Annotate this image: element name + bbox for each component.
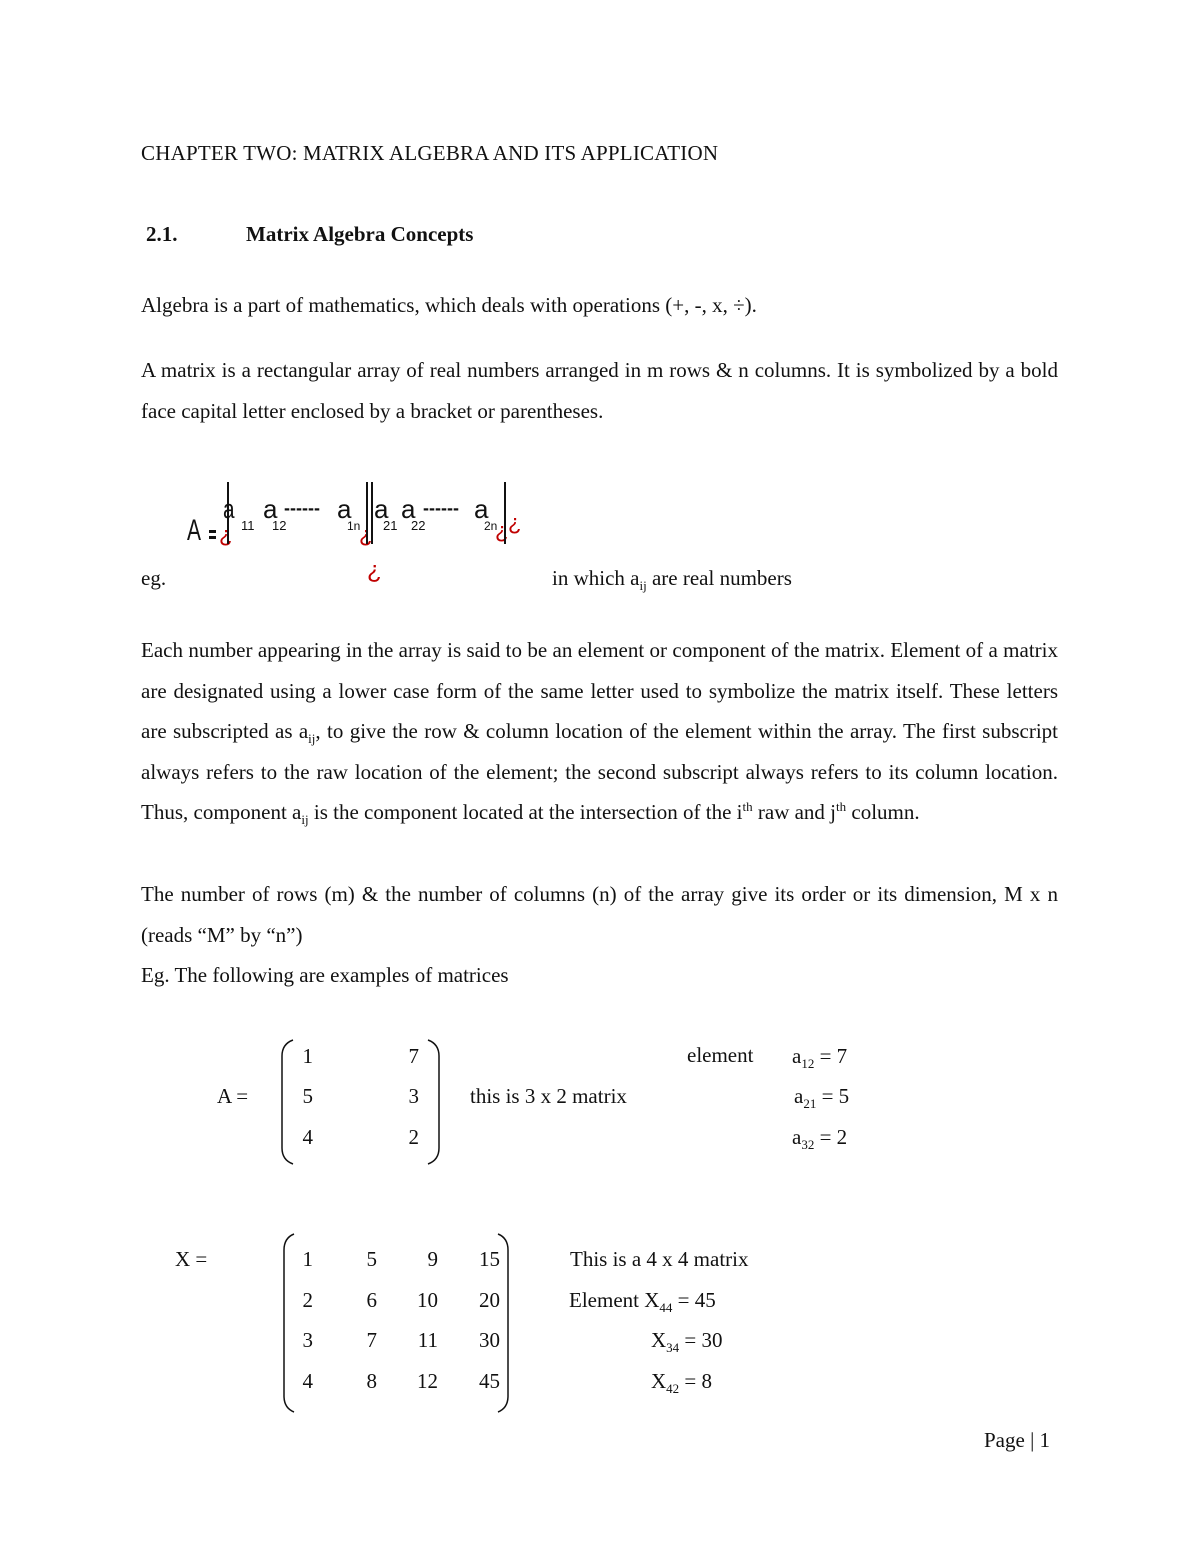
matrix-x-cell: 3: [302, 1328, 313, 1352]
matrix-a-cell: 2: [408, 1125, 419, 1149]
matrix-x-cell: 8: [366, 1369, 377, 1393]
matrix-a-cell: 3: [408, 1084, 419, 1108]
svg-text:¿: ¿: [495, 518, 509, 543]
matrix-x-element: Element $X_{44} = 45$: [569, 1288, 716, 1316]
svg-text:------: ------: [423, 498, 459, 518]
matrix-x-cell: 6: [366, 1288, 377, 1312]
matrix-x-cell: 30: [479, 1328, 500, 1352]
matrix-x-cell: 1: [302, 1247, 313, 1271]
section-title: Matrix Algebra Concepts: [246, 222, 474, 246]
matrix-x-cell: 7: [366, 1328, 377, 1352]
matrix-a-cell: 4: [302, 1125, 313, 1149]
eg-label: eg.: [141, 566, 167, 590]
svg-text:1n: 1n: [347, 519, 361, 533]
paragraph-matrix-definition: A matrix is a rectangular array of real numbers arranged in m rows & n columns. It is symbolized by a bold face capital letter enclosed by a bracket or parentheses.: [141, 358, 1058, 423]
svg-text:a: a: [374, 494, 389, 524]
matrix-a-cell: 5: [302, 1084, 313, 1108]
matrix-x-description: This is a 4 x 4 matrix: [570, 1247, 749, 1271]
matrix-x-cell: 20: [479, 1288, 500, 1312]
matrix-x-cell: 15: [479, 1247, 500, 1271]
paragraph-order: The number of rows (m) & the number of columns (n) of the array give its order or its dimension, M x n (reads “M” by “n”): [141, 882, 1058, 947]
formula-drawing: [187, 478, 532, 588]
svg-text:a: a: [263, 494, 278, 524]
paragraph-algebra: Algebra is a part of mathematics, which deals with operations (+, -, x, ÷).: [141, 293, 757, 317]
svg-text:11: 11: [241, 518, 255, 533]
svg-text:12: 12: [272, 518, 287, 533]
matrix-a-element: $a_{12} = 7$: [792, 1044, 848, 1072]
svg-text:a: a: [337, 494, 352, 524]
svg-text:a: a: [401, 494, 416, 524]
svg-text:a: a: [474, 494, 489, 524]
matrix-x-cell: 2: [302, 1288, 313, 1312]
page-number: Page | 1: [984, 1428, 1051, 1452]
svg-text:¿: ¿: [508, 510, 522, 535]
matrix-a-element-label: element: [687, 1043, 754, 1067]
matrix-x-cell: 9: [427, 1247, 438, 1271]
matrix-x-element: $X_{34} = 30$: [651, 1328, 723, 1356]
chapter-title: CHAPTER TWO: MATRIX ALGEBRA AND ITS APPLICATION: [141, 141, 719, 165]
paragraph-examples: Eg. The following are examples of matrices: [141, 963, 509, 987]
matrix-x-cell: 12: [417, 1369, 438, 1393]
svg-text:A: A: [187, 514, 202, 547]
matrix-x-cell: 4: [302, 1369, 313, 1393]
matrix-a-description: this is 3 x 2 matrix: [470, 1084, 627, 1108]
paragraph-elements: Each number appearing in the array is said to be an element or component of the matrix. Element of a matrix are designated using a lower case form of the same letter used to symbolize the matrix itself. These letters are subscripted as $a_{ij}$, to give the row & column location of the element within the array. The first subscript always refers to the raw location of the element; the second subscript always refers to its column location. Thus, component $a_{ij}$ is the component located at the intersection of the $i^{th}$ raw and $j^{th}$ column.: [141, 638, 1058, 828]
matrix-formula-figure: [187, 478, 532, 588]
matrix-x-cell: 10: [417, 1288, 438, 1312]
matrix-a-label: A =: [217, 1084, 249, 1108]
svg-text:------: ------: [284, 498, 320, 518]
matrix-x-label: X =: [175, 1247, 208, 1271]
svg-text:¿: ¿: [359, 522, 373, 547]
matrix-a-cell: 7: [408, 1044, 419, 1068]
matrix-x-element: $X_{42} = 8$: [651, 1369, 713, 1397]
svg-text:2n: 2n: [484, 519, 498, 533]
matrix-a-element: $a_{32} = 2$: [792, 1125, 848, 1153]
svg-text:¿: ¿: [219, 522, 233, 547]
svg-text:¿: ¿: [367, 557, 382, 584]
svg-text:21: 21: [383, 518, 398, 533]
matrix-x-cell: 45: [479, 1369, 500, 1393]
matrix-a-element: $a_{21} = 5$: [794, 1084, 850, 1112]
svg-text:a: a: [223, 494, 235, 524]
matrix-a-cell: 1: [302, 1044, 313, 1068]
matrix-x-cell: 5: [366, 1247, 377, 1271]
matrix-x-cell: 11: [417, 1328, 438, 1352]
section-number: 2.1.: [146, 222, 178, 246]
svg-text:22: 22: [411, 518, 426, 533]
formula-explanation: in which $a_{ij}$ are real numbers: [552, 566, 792, 594]
